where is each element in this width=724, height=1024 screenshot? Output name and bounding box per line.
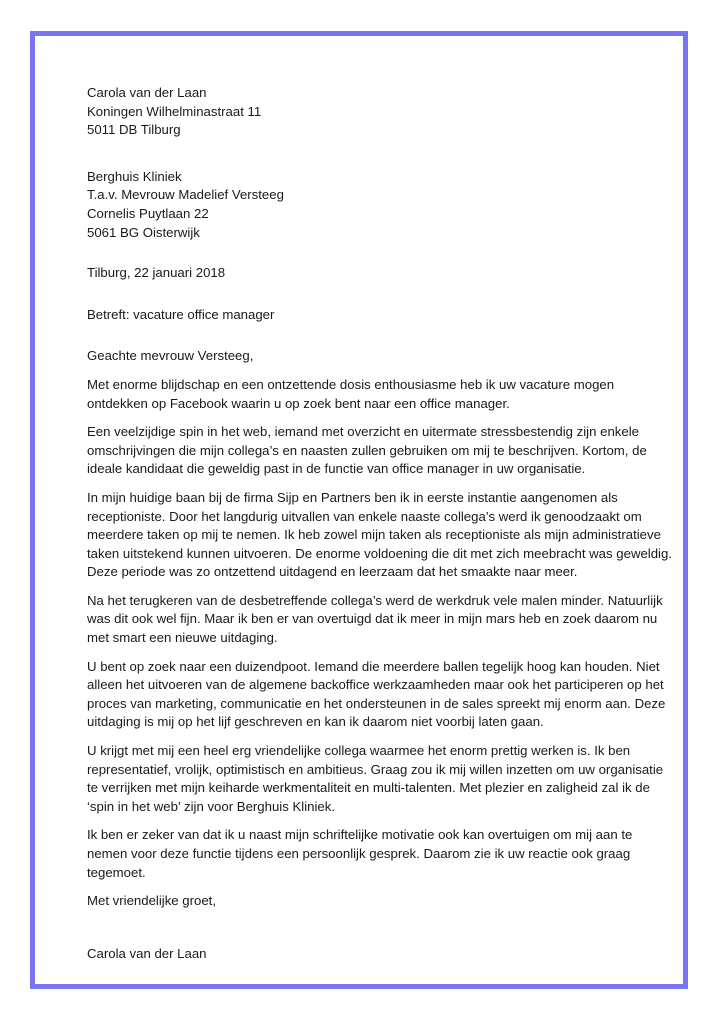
paragraph-line: U bent op zoek naar een duizendpoot. Iemand die meerdere ballen tegelijk hoog kan houden. Niet: [87, 658, 660, 674]
paragraph-line: uitdaging is mij op het lijf geschreven en kan ik daarom niet voorbij laten gaan.: [87, 714, 544, 730]
paragraph-line: In mijn huidige baan bij de firma Sijp en Partners ben ik in eerste instantie aangenomen als: [87, 489, 618, 505]
sender-name: Carola van der Laan: [87, 85, 207, 100]
paragraph-line: ideale kandidaat die geweldig past in de functie van office manager in uw organisatie.: [87, 461, 586, 477]
closing-line: Met vriendelijke groet,: [87, 893, 217, 909]
paragraph: [87, 742, 664, 816]
paragraph-line: omschrijvingen die mijn collega’s en naasten zullen gebruiken om mij te beschrijven. Kortom, de: [87, 442, 647, 458]
paragraph-line: taken uitstekend kunnen uitvoeren. De enorme voldoening die dit met zich meebracht was geweldig.: [87, 545, 672, 561]
recipient-attention: T.a.v. Mevrouw Madelief Versteeg: [87, 187, 284, 203]
paragraph-line: met smart een nieuwe uitdaging.: [87, 630, 278, 646]
paragraph: [87, 592, 663, 648]
paragraph-line: Met enorme blijdschap en een ontzettende dosis enthousiasme heb ik uw vacature mogen: [87, 376, 615, 392]
recipient-address: [87, 168, 647, 242]
signature-name: Carola van der Laan: [87, 945, 207, 961]
paragraph-line: te verrijken met mijn keiharde werkmentaliteit en multi-talenten. Met plezier en zaligheid zal ik de: [87, 780, 650, 796]
paragraph-line: Na het terugkeren van de desbetreffende collega’s werd de werkdruk vele malen minder. Natuurlijk: [87, 592, 663, 608]
paragraph-line: representatief, vrolijk, optimistisch en ambitieus. Graag zou ik mij willen inzetten om uw organisatie: [87, 761, 664, 777]
recipient-street: Cornelis Puytlaan 22: [87, 205, 209, 221]
paragraph: [87, 423, 647, 479]
recipient-company: Berghuis Kliniek: [87, 168, 182, 184]
paragraph-line: meerdere taken op mij te nemen. Ik heb zowel mijn taken als receptioniste als mijn administratieve: [87, 527, 661, 543]
sender-street: Koningen Wilhelminastraat 11: [87, 103, 262, 119]
paragraph-line: Een veelzijdige spin in het web, iemand met overzicht en uitermate stressbestendig zijn enkele: [87, 424, 639, 440]
paragraph-line: U krijgt met mij een heel erg vriendelijke collega waarmee het enorm prettig werken is. Ik ben: [87, 743, 631, 759]
paragraph-line: Deze periode was zo ontzettend uitdagend en leerzaam dat het smaakte naar meer.: [87, 564, 578, 580]
paragraph: [87, 658, 666, 732]
paragraph: [87, 376, 647, 413]
paragraph-line: ontdekken op Facebook waarin u op zoek bent naar een office manager.: [87, 395, 510, 411]
salutation: Geachte mevrouw Versteeg,: [87, 348, 254, 364]
paragraph-line: receptioniste. Door het langdurig uitvallen van enkele naaste collega’s werd ik genoodzaakt om: [87, 508, 642, 524]
paragraph-line: alleen het uitvoeren van de algemene backoffice werkzaamheden maar ook het participeren op het: [87, 677, 664, 693]
paragraph-line: was dit ook wel fijn. Maar ik ben er van overtuigd dat ik meer in mijn mars heb en zoek daarom nu: [87, 611, 658, 627]
letter-body: [87, 84, 672, 963]
subject-line: Betreft: vacature office manager: [87, 306, 275, 322]
letter-paragraphs: [87, 376, 672, 882]
paragraph-line: nemen voor deze functie tijdens een persoonlijk gesprek. Daarom zie ik uw reactie ook graag: [87, 846, 631, 861]
sender-address: [87, 84, 647, 140]
paragraph-line: ‘spin in het web’ zijn voor Berghuis Kliniek.: [87, 798, 335, 814]
recipient-city: 5061 BG Oisterwijk: [87, 224, 200, 240]
paragraph: [87, 489, 672, 582]
date-line: Tilburg, 22 januari 2018: [87, 265, 226, 281]
paragraph: [87, 826, 647, 882]
sender-city: 5011 DB Tilburg: [87, 122, 181, 138]
paragraph-line: proces van marketing, communicatie en het ondersteunen in de sales spreekt mij enorm aan. Deze: [87, 695, 666, 711]
paragraph-line: Ik ben er zeker van dat ik u naast mijn schriftelijke motivatie ook kan overtuigen om mij aan te: [87, 827, 633, 843]
paragraph-line: tegemoet.: [87, 864, 146, 880]
